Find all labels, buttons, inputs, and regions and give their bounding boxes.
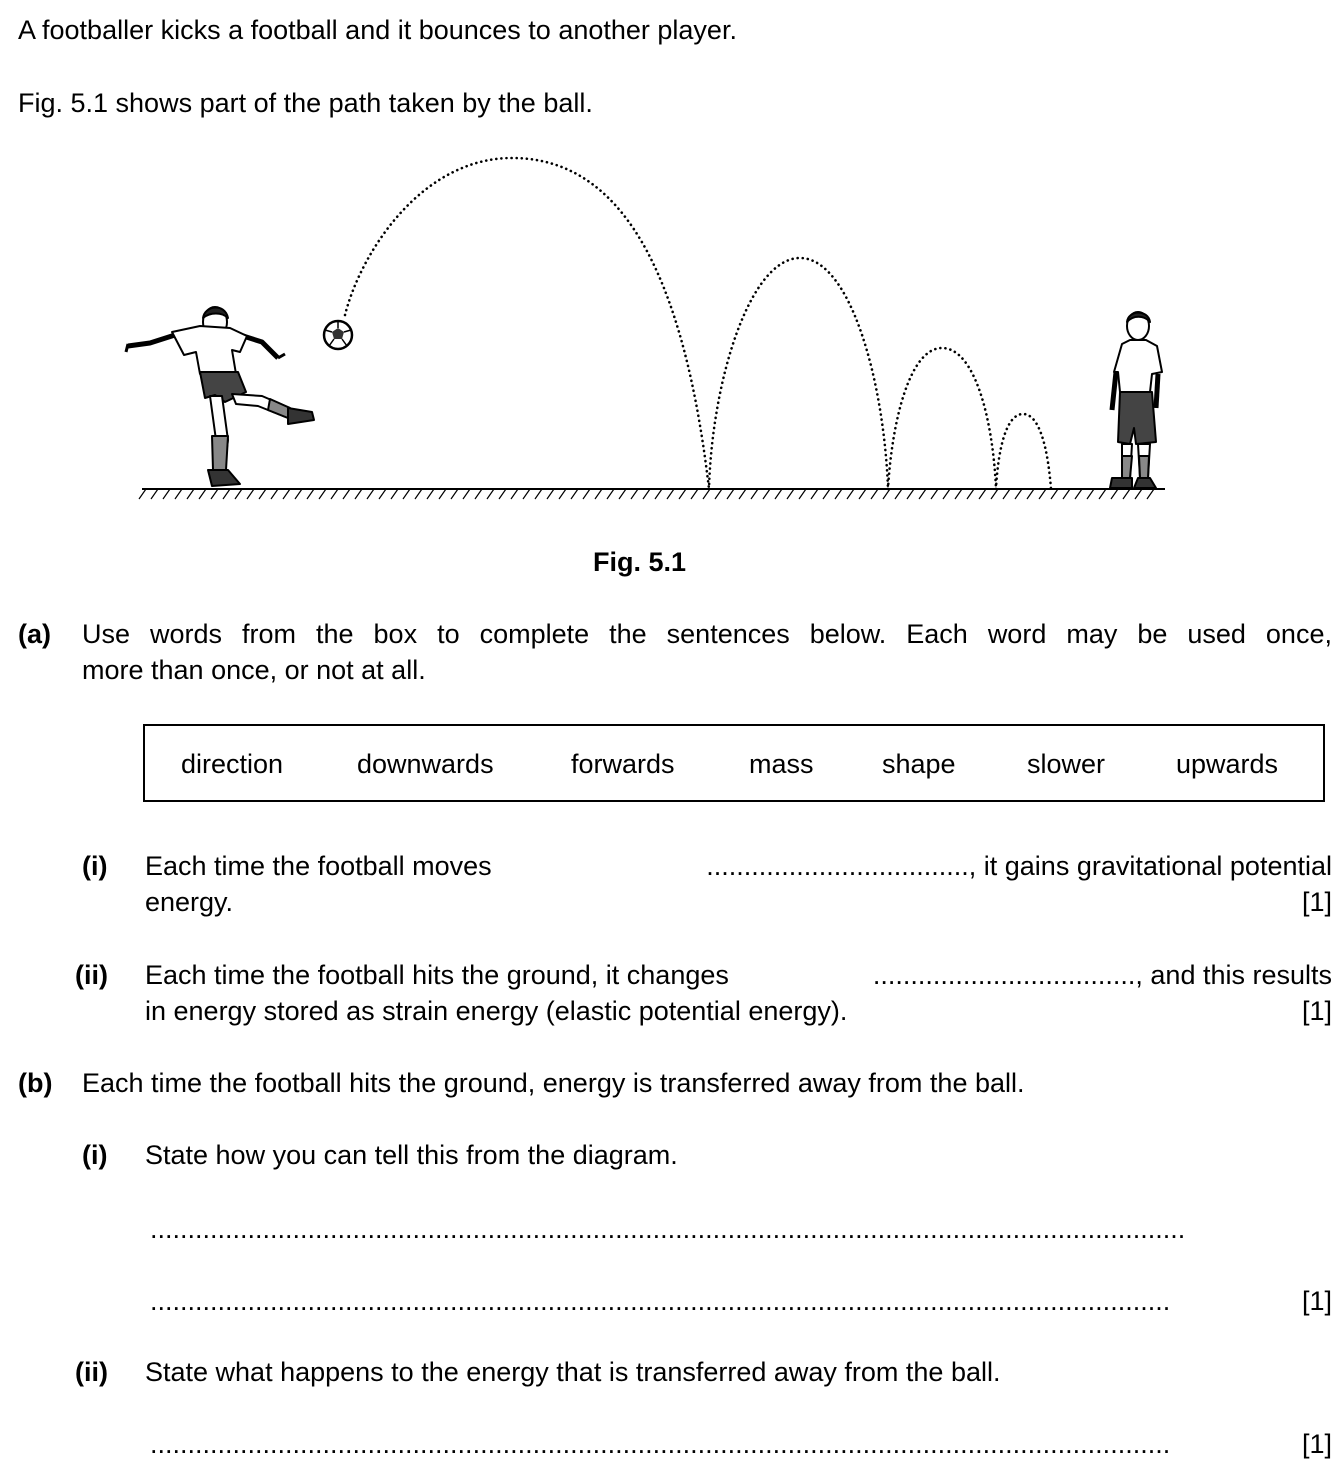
part-b-label: (b) [18,1068,53,1098]
word-box-item: mass [749,749,814,779]
instruction-word: the [609,619,647,649]
answer-line-b-i-2[interactable]: ........................................................................................................................................ [150,1288,1171,1315]
part-a-ii-text-end: , and this results [1135,960,1332,990]
part-a-ii-label: (ii) [75,960,108,990]
instruction-word: may [1066,619,1118,649]
part-b-text: Each time the football hits the ground, energy is transferred away from the ball. [82,1068,1025,1098]
part-b-ii-label: (ii) [75,1357,108,1387]
word-box-item: upwards [1176,749,1279,779]
part-a-ii-line-2: in energy stored as strain energy (elastic potential energy). [145,996,848,1026]
answer-line-b-i-1[interactable]: .......................................................................................................................................... [150,1216,1186,1243]
part-b-i-label: (i) [82,1140,108,1170]
instruction-word: from [242,619,297,649]
figure-5-1 [0,0,1344,530]
instruction-word: Use [82,619,131,649]
kicking-footballer-figure [126,307,314,486]
answer-line-b-ii[interactable]: ........................................................................................................................................ [150,1431,1171,1458]
instruction-word: word [987,619,1047,649]
mark-b-ii: [1] [1301,1429,1332,1459]
part-a-i-line-2: energy. [145,887,234,917]
word-box-item: shape [882,749,956,779]
part-a-instruction-line-2: more than once, or not at all. [82,655,426,685]
answer-blank-a-i[interactable]: ................................... [706,851,969,881]
intro-line-1: A footballer kicks a football and it bounces to another player. [18,15,737,45]
part-a-i-text-start: Each time the football moves [145,851,492,881]
instruction-word: complete [479,619,590,649]
mark-b-i: [1] [1301,1286,1332,1316]
football-icon [324,321,352,349]
part-a-ii-line-1 [145,962,1332,989]
instruction-word: used [1187,619,1246,649]
word-box-item: slower [1027,749,1106,779]
part-a-ii-text-start: Each time the football hits the ground, it changes [145,960,729,990]
word-box [143,724,1325,802]
mark-a-i: [1] [1301,887,1332,917]
instruction-word: the [316,619,354,649]
intro-line-2: Fig. 5.1 shows part of the path taken by the ball. [18,88,593,118]
part-a-i-line-1 [145,853,1332,880]
mark-a-ii: [1] [1301,996,1332,1026]
instruction-word: below. [809,619,887,649]
instruction-word: Each [906,619,968,649]
part-a-instruction-line-1 [82,621,1332,648]
instruction-word: once, [1265,619,1332,649]
instruction-word: be [1137,619,1168,649]
ground [139,489,1165,499]
instruction-word: sentences [666,619,790,649]
instruction-word: box [373,619,418,649]
answer-blank-a-ii[interactable]: ................................... [872,960,1136,990]
instruction-word: to [437,619,460,649]
part-b-i-text: State how you can tell this from the diagram. [145,1140,678,1170]
answer-line-b-ii-row [150,1431,1332,1458]
ball-path [345,158,1051,489]
word-box-item: direction [181,749,284,779]
receiving-player-figure [1110,312,1162,488]
part-a-label: (a) [18,619,51,649]
figure-caption: Fig. 5.1 [593,547,687,577]
part-a-i-label: (i) [82,851,108,881]
part-b-ii-text: State what happens to the energy that is transferred away from the ball. [145,1357,1001,1387]
instruction-word: words [150,619,223,649]
part-a-i-text-end: , it gains gravitational potential [968,851,1332,881]
word-box-item: downwards [357,749,494,779]
answer-line-b-i-2-row [150,1288,1332,1315]
word-box-item: forwards [571,749,675,779]
